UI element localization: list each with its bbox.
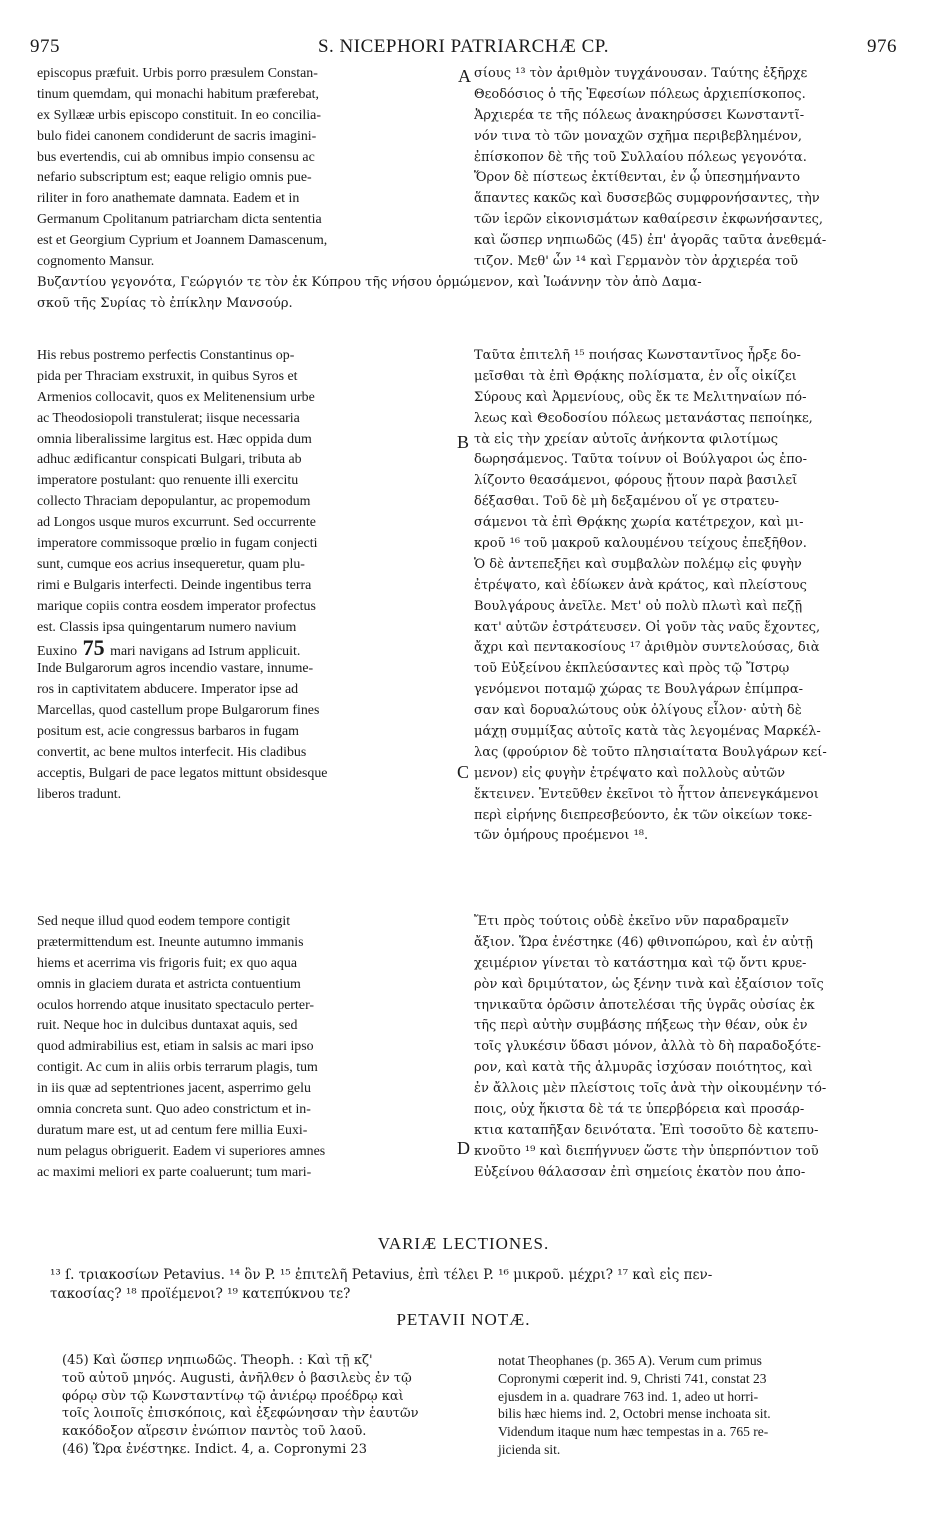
text-line: Ἀρχιερέα τε τῆς πόλεως ἀνακηρύσσει Κωνσταντῖ-	[474, 107, 805, 123]
notes-left-column	[62, 1352, 462, 1459]
variant-reading-line: ¹³ ſ. τριακοσίων Petavius. ¹⁴ ὃν P. ¹⁵ ἐπιτελῆ Petavius, ἐπὶ τέλει P. ¹⁶ μικροῦ. μέχρι? ¹⁷ καὶ εἰς πεν-	[50, 1267, 713, 1283]
text-line: Θεοδόσιος ὁ τῆς Ἐφεσίων πόλεως ἀρχιεπίσκοπος.	[474, 86, 806, 102]
text-line: σκοῦ τῆς Συρίας τὸ ἐπίκλην Μανσούρ.	[37, 295, 293, 311]
text-line: τηνικαῦτα ὁρῶσιν ἀποτελέσαι τῆς ὑγρᾶς οὐσίας ἐκ	[474, 997, 815, 1013]
text-line: prætermittendum est. Ineunte autumno immanis	[37, 934, 304, 950]
text-line: ac maximi meliori ex parte coaluerunt; tum mari-	[37, 1164, 312, 1180]
text-line: ἔκτεινεν. Ἐντεῦθεν ἐκεῖνοι τὸ ἧττον ἀπενεγκάμενοι	[474, 786, 819, 802]
text-line: omnia liberalissime largitus est. Hæc oppida dum	[37, 431, 312, 447]
text-line: convertit, ac bene multos interfecit. His cladibus	[37, 744, 307, 760]
note-line: Copronymi cœperit ind. 9, Christi 741, constat 23	[498, 1370, 767, 1386]
text-line	[37, 635, 457, 661]
text-line: χειμέριον γίνεται τὸ κατάστημα καὶ τῷ ὄντι κρυε-	[474, 955, 807, 971]
text-line: ἅπαντες κακῶς καὶ δυσσεβῶς συμφρονήσαντες, τὴν	[474, 191, 820, 207]
text-line: λεως καὶ Θεοδοσίου πόλεως μετανάστας πεποίηκε,	[474, 410, 813, 426]
text-line: positum est, acie congressus barbaros in fugam	[37, 724, 299, 740]
margin-letter-a: A	[458, 66, 471, 86]
text-line: νόν τινα τὸ τῶν μοναχῶν σχῆμα περιβεβλημένον,	[474, 128, 802, 144]
note-line: τοῦ αὐτοῦ μηνός. Augusti, ἀνῆλθεν ὁ βασιλεὺς ἐν τῷ	[62, 1370, 412, 1386]
text-line: ἄχρι καὶ πεντακοσίους ¹⁷ ἀριθμὸν συντελούσας, διὰ	[474, 640, 820, 656]
note-line: (46) Ὥρα ἐνέστηκε. Indict. 4, a. Copronymi 23	[62, 1441, 367, 1457]
text-line: κνοῦτο ¹⁹ καὶ διεπήγνυεν ὥστε τὴν ὑπερπόντιον τοῦ	[474, 1143, 819, 1159]
text-line: περὶ εἰρήνης διεπρεσβεύοντο, ἐκ τῶν οἰκείων τοκε-	[474, 807, 812, 823]
text-line: rimi e Bulgaris interfecti. Deinde ingentibus terra	[37, 577, 312, 593]
text-fragment: mari navigans ad Istrum applicuit.	[110, 644, 301, 660]
text-line: acceptis, Bulgari de pace legatos mittunt obsidesque	[37, 765, 328, 781]
text-line: est. Classis ipsa quingentarum numero navium	[37, 619, 297, 635]
text-line: imperatore commissoque prœlio in fugam conjecti	[37, 536, 318, 552]
text-line: ad Longos usque muros excurrunt. Sed occurrente	[37, 515, 316, 531]
note-line: Videndum itaque num hæc tempestas in a. 765 re-	[498, 1424, 769, 1440]
latin-column-middle	[37, 346, 457, 806]
text-line: Ὁ δὲ ἀντεπεξῆει καὶ συμβαλὼν πολέμῳ εἰς φυγὴν	[474, 556, 802, 572]
text-line: σίους ¹³ τὸν ἀριθμὸν τυγχάνουσαν. Ταύτης ἐξῆρχε	[474, 66, 808, 81]
text-line: sunt, cumque eos acrius insequeretur, quam plu-	[37, 556, 305, 572]
latin-column-top	[37, 64, 457, 273]
text-line: Sed neque illud quod eodem tempore contigit	[37, 914, 291, 929]
text-line: μεῖσθαι τὰ ἐπὶ Θρᾴκης πολίσματα, ἐν οἷς οἰκίζει	[474, 368, 797, 384]
text-line: ruit. Neque hoc in dulcibus duntaxat aquis, sed	[37, 1018, 298, 1034]
text-line: liberos tradunt.	[37, 786, 122, 802]
text-line: Ἔτι πρὸς τούτοις οὐδὲ ἐκεῖνο νῦν παραδραμεῖν	[474, 914, 789, 929]
text-line: duratum mare est, ut ad centum fere millia Euxi-	[37, 1122, 308, 1138]
text-line: His rebus postremo perfectis Constantinus op-	[37, 348, 295, 363]
text-line: Βουλγάρους ἀνεῖλε. Μετ' οὐ πολὺ πλωτὶ καὶ πεζῇ	[474, 598, 803, 614]
text-line: ἐπίσκοπον δὲ τῆς τοῦ Συλλαίου πόλεως γεγονότα.	[474, 149, 807, 165]
text-line: σάμενοι τὰ ἐπὶ Θρᾴκης χωρία κατέτρεχον, καὶ μι-	[474, 515, 804, 531]
text-line: ἐτρέψατο, καὶ ἐδίωκεν ἀνὰ κράτος, καὶ πλείστους	[474, 577, 807, 593]
greek-column-top	[474, 64, 896, 273]
text-line: adhuc ædificantur conspicati Bulgari, tributa ab	[37, 452, 302, 468]
text-line: hiems et acerrima vis frigoris fuit; ex quo aqua	[37, 955, 297, 971]
text-line: collecto Thraciam depopulantur, ac propemodum	[37, 494, 311, 510]
text-line: Ταῦτα ἐπιτελῆ ¹⁵ ποιήσας Κωνσταντῖνος ἦρξε δο-	[474, 348, 801, 363]
text-line: τοῦ Εὐξείνου ἐκπλεύσαντες καὶ πρὸς τῷ Ἴστρῳ	[474, 661, 790, 677]
text-line: bulo fidei canonem condiderunt de sacris imagini-	[37, 128, 317, 144]
text-line: Βυζαντίου γεγονότα, Γεώργιόν τε τὸν ἐκ Κύπρου τῆς νήσου ὁρμώμενον, καὶ Ἰωάννην τὸν ἀπὸ Δαμα-	[37, 275, 702, 290]
text-line: κατ' αὐτῶν ἐστράτευσεν. Οἱ γοῦν τὰς ναῦς ἔχοντες,	[474, 619, 821, 635]
note-line: notat Theophanes (p. 365 A). Verum cum primus	[498, 1353, 762, 1368]
text-line: nefario subscriptum est; eaque religio omnis pue-	[37, 170, 312, 186]
text-line: Germanum Cpolitanum patriarcham dicta sententia	[37, 212, 322, 228]
text-line: ros in captivitatem abducere. Imperator ipse ad	[37, 682, 299, 698]
text-line: Ὅρον δὲ πίστεως ἐκτίθενται, ἐν ᾧ ὑπεσημήναντο	[474, 170, 801, 186]
column-number-marker: 75	[77, 635, 111, 661]
text-line: Marcellas, quod castellum prope Bulgarorum fines	[37, 703, 320, 719]
text-line: λας (φρούριον δὲ τοῦτο πλησιαίτατα Βουλγάρων κεί-	[474, 744, 827, 760]
text-line: Εὐξείνου θάλασσαν ἐπὶ σημείοις ἑκατὸν που ἀπο-	[474, 1164, 806, 1180]
text-line: in iis quæ ad septentriones jacent, asperrimo gelu	[37, 1081, 311, 1097]
notes-right-column	[498, 1352, 898, 1459]
latin-column-bottom	[37, 912, 457, 1184]
variae-lectiones	[50, 1266, 900, 1304]
text-line: ex Syllææ urbis episcopo constituit. In eo concilia-	[37, 107, 321, 123]
greek-column-middle	[474, 346, 896, 847]
text-line: κτια καταπῆξαν δεινότατα. Ἐπὶ τοσοῦτο δὲ κατεπυ-	[474, 1122, 819, 1138]
text-line: ποις, οὐχ ἥκιστα δὲ τά τε ὑπερβόρεια καὶ προσάρ-	[474, 1102, 805, 1118]
variae-lectiones-title: VARIÆ LECTIONES.	[377, 1234, 550, 1253]
text-line: ρὸν καὶ δριμύτατον, ὡς ξένην τινὰ καὶ ἐξαίσιον τοῖς	[474, 976, 824, 992]
text-line: ac Theodosiopoli transtulerat; iisque necessaria	[37, 410, 300, 426]
variant-reading-line: τακοσίας? ¹⁸ προϊέμενοι? ¹⁹ κατεπύκνου τε?	[50, 1286, 351, 1302]
text-line: μενον) εἰς φυγὴν ἐτρέψατο καὶ πολλοὺς αὐτῶν	[474, 765, 786, 781]
text-line: marique copiis contra eosdem imperator profectus	[37, 598, 316, 614]
page-number-left: 975	[30, 36, 60, 57]
text-line: num pelagus obriguerit. Eadem vi superiores amnes	[37, 1143, 326, 1159]
running-title: S. NICEPHORI PATRIARCHÆ CP.	[317, 36, 609, 57]
page-number-right: 976	[867, 36, 897, 57]
text-line: μάχῃ συμμίξας αὐτοῖς κατὰ τὰς λεγομένας Μαρκέλ-	[474, 724, 821, 740]
note-line: τοῖς λοιποῖς ἐπισκόποις, καὶ ἐξεφώνησαν τὴν ἑαυτῶν	[62, 1406, 419, 1422]
text-line: τὰ εἰς τὴν χρείαν αὐτοῖς ἀνήκοντα φιλοτίμως	[474, 431, 779, 447]
text-line: σαν καὶ δορυαλώτους οὐκ ὀλίγους εἷλον· αὐτὴ δὲ	[474, 703, 802, 719]
text-line: Inde Bulgarorum agros incendio vastare, innume-	[37, 661, 314, 677]
margin-letter-c: C	[457, 762, 470, 782]
text-line: tinum quemdam, qui monachi habitum præferebat,	[37, 86, 319, 102]
running-header	[30, 36, 897, 60]
text-line: imperatore postulant: quo renuente illi exercitu	[37, 473, 299, 489]
text-line: Σύρους καὶ Ἀρμενίους, οὓς ἔκ τε Μελιτηναίων πό-	[474, 389, 807, 405]
text-line: contigit. Ac cum in aliis orbis terrarum plagis, tum	[37, 1060, 318, 1076]
margin-letter-d: D	[457, 1138, 470, 1158]
text-line: τῆς περὶ αὐτὴν συμβάσης πήξεως τὴν θέαν, οὐκ ἐν	[474, 1018, 808, 1034]
text-line: episcopus præfuit. Urbis porro præsulem Constan-	[37, 66, 318, 81]
text-line: καὶ ὥσπερ νηπιωδῶς (45) ἐπ' ἀγορᾶς ταῦτα ἀνεθεμά-	[474, 233, 827, 249]
note-line: φόρῳ σὺν τῷ Κωνσταντίνῳ τῷ ἀνιέρῳ προέδρῳ καὶ	[62, 1388, 404, 1404]
text-line: quod admirabilius est, etiam in salsis ac mari ipso	[37, 1039, 314, 1055]
text-line: bus evertendis, cui ab omnibus impio consensu ac	[37, 149, 315, 165]
text-line: omnia concreta sunt. Quo adeo constrictum et in-	[37, 1102, 311, 1118]
text-fragment: Euxino	[37, 644, 78, 660]
text-line: λίζοντο θεασάμενοι, φόρους ᾔτουν παρὰ βασιλεῖ	[474, 473, 798, 489]
text-line: ἐν ἄλλοις μὲν πλείστοις τοῖς ἀνὰ τὴν οἰκουμένην τό-	[474, 1081, 827, 1097]
greek-spanning-lines	[37, 273, 897, 315]
text-line: τῶν ἱερῶν εἰκονισμάτων καθαίρεσιν ἐκφωνήσαντες,	[474, 212, 824, 228]
note-line: jicienda sit.	[498, 1441, 561, 1457]
text-line: cognomento Mansur.	[37, 254, 155, 270]
greek-column-bottom	[474, 912, 896, 1184]
text-line: ρον, καὶ κατὰ τῆς ἁλμυρᾶς ἰσχύσαν ποιότητος, καὶ	[474, 1060, 813, 1076]
note-line: bilis hæc hiems ind. 2, Octobri mense inchoata sit.	[498, 1406, 771, 1422]
text-line: omnis in glaciem durata et astricta contuentium	[37, 976, 301, 992]
note-line: (45) Καὶ ὥσπερ νηπιωδῶς. Theoph. : Καὶ τῇ κζ'	[62, 1353, 373, 1368]
petavii-notae-title: PETAVII NOTÆ.	[396, 1310, 531, 1329]
text-line: pida per Thraciam exstruxit, in quibus Syros et	[37, 368, 298, 384]
text-line: δωρησάμενος. Ταῦτα τοίνυν οἱ Βούλγαροι ὡς ἐπο-	[474, 452, 807, 468]
text-line: Armenios collocavit, quos ex Melitenensium urbe	[37, 389, 315, 405]
text-line: τοῖς γλυκέσιν ὕδασι μόνον, ἀλλὰ τὸ δὴ παραδοξότε-	[474, 1039, 821, 1055]
text-line: riliter in foro anathemate damnata. Eadem et in	[37, 191, 300, 207]
text-line: δέξασθαι. Τοῦ δὲ μὴ δεξαμένου οἵ γε στρατευ-	[474, 494, 780, 510]
text-line: ἄξιον. Ὥρα ἐνέστηκε (46) φθινοπώρου, καὶ ἐν αὐτῇ	[474, 934, 813, 950]
margin-letter-b: B	[457, 432, 470, 452]
text-line: oculos horrendo atque inusitato spectaculo perter-	[37, 997, 315, 1013]
text-line: τῶν ὁμήρους προέμενοι ¹⁸.	[474, 828, 649, 844]
text-line: est et Georgium Cyprium et Joannem Damascenum,	[37, 233, 328, 249]
text-line: γενόμενοι ποταμῷ χώρας τε Βουλγάρων ἐπίμπρα-	[474, 682, 804, 698]
text-line: κροῦ ¹⁶ τοῦ μακροῦ καλουμένου τείχους ἐπεξῆθον.	[474, 536, 807, 552]
note-line: κακόδοξον αἵρεσιν ἐνώπιον παντὸς τοῦ λαοῦ.	[62, 1424, 367, 1440]
note-line: ejusdem in a. quadrare 763 ind. 1, adeo ut horri-	[498, 1388, 759, 1404]
text-line: τιζον. Μεθ' ὧν ¹⁴ καὶ Γερμανὸν τὸν ἀρχιερέα τοῦ	[474, 254, 799, 270]
